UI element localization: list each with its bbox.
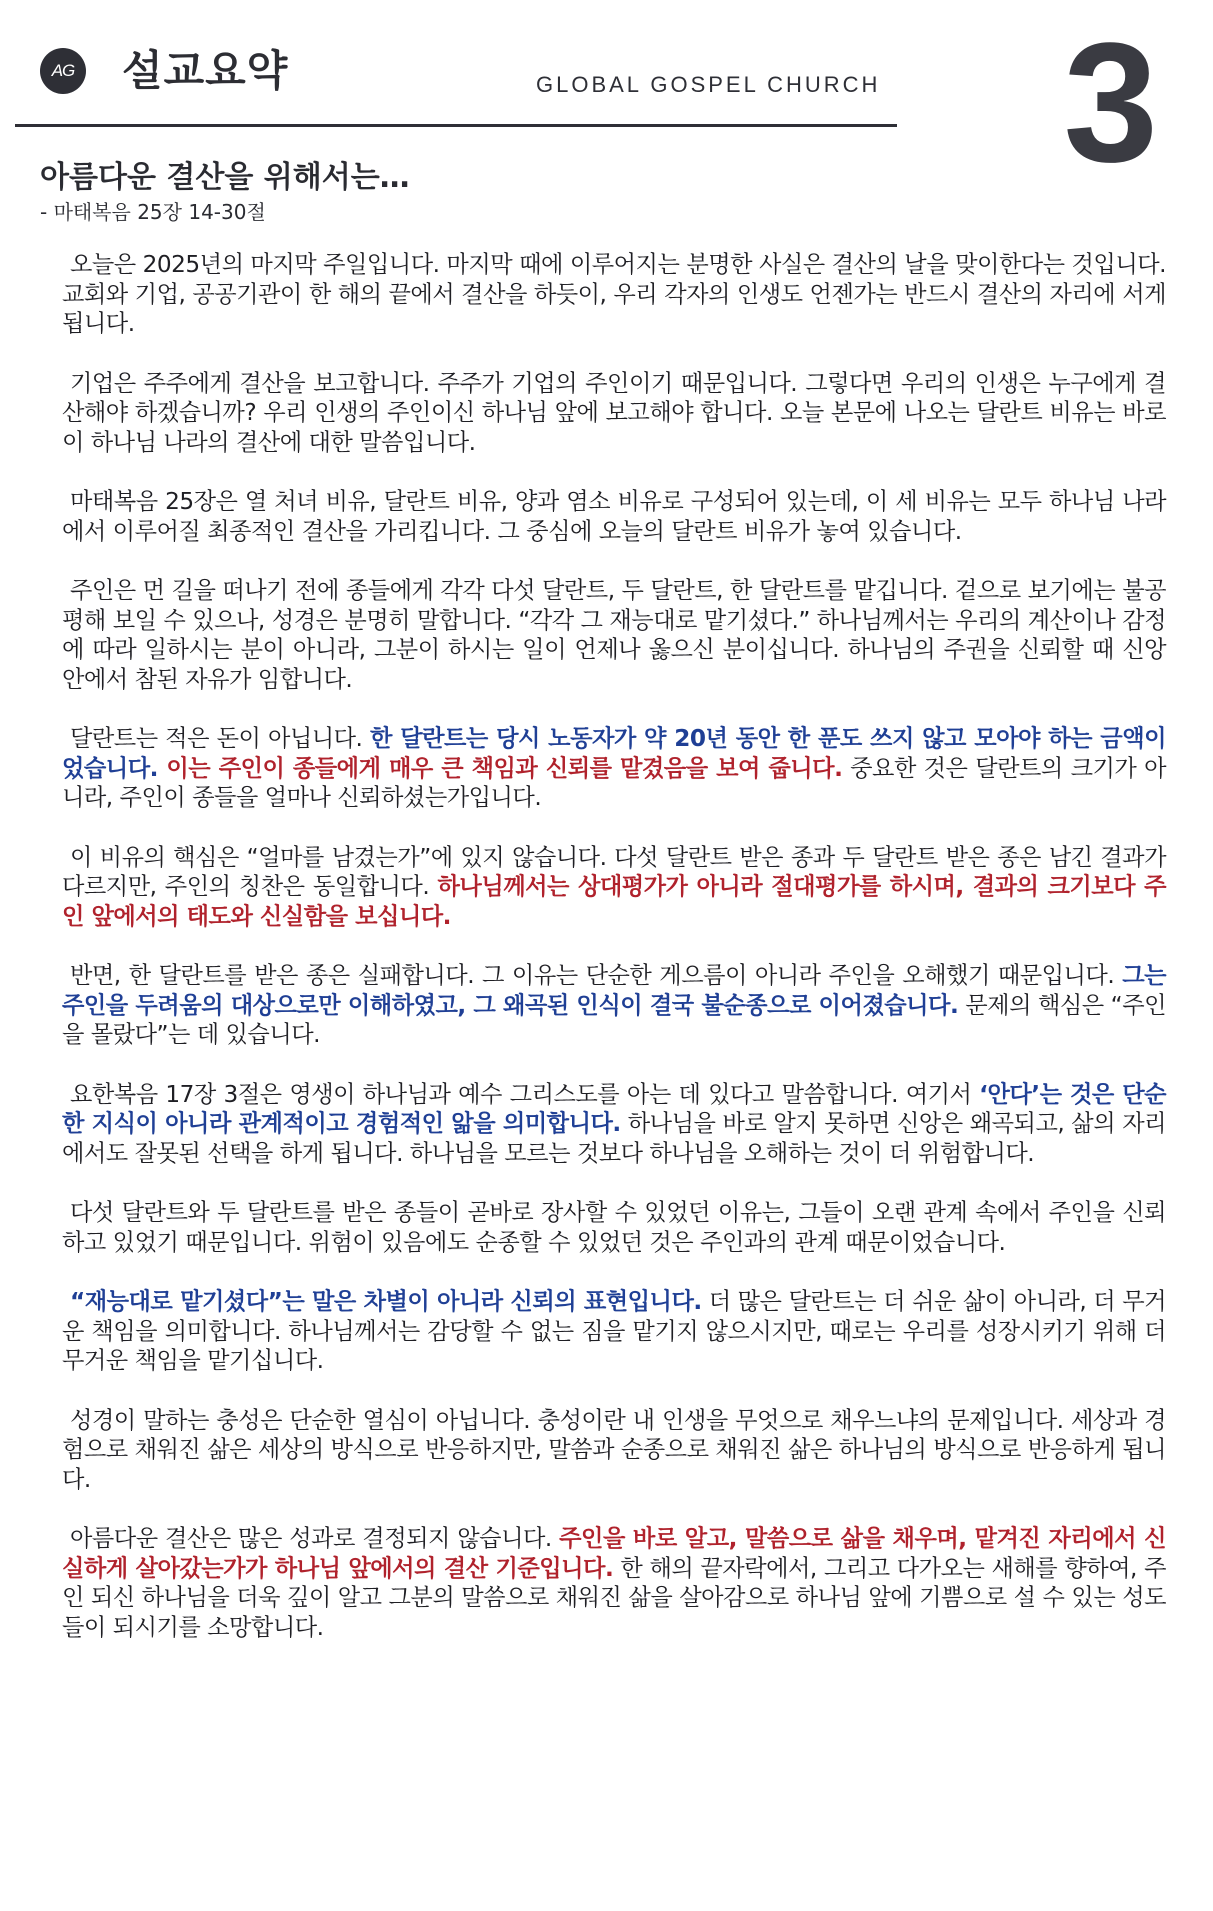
highlighted-text: 하나님께서는 상대평가가 아니라 절대평가를 하시며, 결과의 크기보다 주인 앞에서의 태도와 신실함을 보십니다.: [62, 873, 1166, 930]
sermon-paragraph: [62, 724, 1166, 813]
paragraph-text: 중요한 것은 달란트의 크기가 아니라, 주인이 종들을 얼마나 신뢰하셨는가입니다.: [62, 754, 1166, 811]
paragraph-text: 요한복음 17장 3절은 영생이 하나님과 예수 그리스도를 아는 데 있다고 말씀합니다. 여기서: [70, 1080, 980, 1108]
highlighted-text: 한 달란트는 당시 노동자가 약 20년 동안 한 푼도 쓰지 않고 모아야 하는 금액이었습니다.: [62, 725, 1166, 782]
highlighted-text: “재능대로 맡기셨다”는 말은 차별이 아니라 신뢰의 표현입니다.: [70, 1288, 702, 1315]
paragraph-text: 기업은 주주에게 결산을 보고합니다. 주주가 기업의 주인이기 때문입니다. 그렇다면 우리의 인생은 누구에게 결산해야 하겠습니까? 우리 인생의 주인이신 하나님 앞에 보고해야 합니다. 오늘 본문에 나오는 달란트 비유는 바로 이 하나님 나라의 결산에 대한 말씀입니다.: [62, 369, 1166, 456]
paragraph-text: 한 해의 끝자락에서, 그리고 다가오는 새해를 향하여, 주인 되신 하나님을 더욱 깊이 알고 그분의 말씀으로 채워진 삶을 살아감으로 하나님 앞에 기쁨으로 설 수 있는 성도들이 되시기를 소망합니다.: [62, 1554, 1166, 1641]
highlighted-text: 그는 주인을 두려움의 대상으로만 이해하였고, 그 왜곡된 인식이 결국 불순종으로 이어졌습니다.: [62, 962, 1166, 1019]
paragraph-text: 아름다운 결산은 많은 성과로 결정되지 않습니다.: [70, 1525, 560, 1552]
sermon-paragraph: [62, 487, 1166, 546]
paragraph-text: 다섯 달란트와 두 달란트를 받은 종들이 곧바로 장사할 수 있었던 이유는, 그들이 오랜 관계 속에서 주인을 신뢰하고 있었기 때문입니다. 위험이 있음에도 순종할 수 있었던 것은 주인과의 관계 때문이었습니다.: [62, 1199, 1166, 1256]
paragraph-text: 마태복음 25장은 열 처녀 비유, 달란트 비유, 양과 염소 비유로 구성되어 있는데, 이 세 비유는 모두 하나님 나라에서 이루어질 최종적인 결산을 가리킵니다. 그 중심에 오늘의 달란트 비유가 놓여 있습니다.: [62, 488, 1166, 545]
church-name: GLOBAL GOSPEL CHURCH: [536, 72, 881, 97]
paragraph-text: 오늘은 2025년의 마지막 주일입니다. 마지막 때에 이루어지는 분명한 사실은 결산의 날을 맞이한다는 것입니다. 교회와 기업, 공공기관이 한 해의 끝에서 결산을 하듯이, 우리 각자의 인생도 언젠가는 반드시 결산의 자리에 서게 됩니다.: [62, 251, 1166, 337]
sermon-paragraph: [62, 250, 1166, 339]
sermon-paragraph: [62, 1524, 1166, 1642]
issue-number: 3: [1063, 8, 1158, 198]
sermon-paragraph: [62, 369, 1166, 458]
sermon-paragraph: [62, 843, 1166, 932]
header-divider: [15, 124, 897, 127]
paragraph-text: 달란트는 적은 돈이 아닙니다.: [70, 725, 371, 752]
sermon-body: [62, 250, 1166, 1672]
paragraph-text: 주인은 먼 길을 떠나기 전에 종들에게 각각 다섯 달란트, 두 달란트, 한 달란트를 맡깁니다. 겉으로 보기에는 불공평해 보일 수 있으나, 성경은 분명히 말합니다. “각각 그 재능대로 맡기셨다.” 하나님께서는 우리의 계산이나 감정에 따라 일하시는 분이 아니라, 그분이 하시는 일이 언제나 옳으신 분이십니다. 하나님의 주권을 신뢰할 때 신앙 안에서 참된 자유가 임합니다.: [62, 577, 1166, 693]
scripture-reference: - 마태복음 25장 14-30절: [40, 200, 266, 224]
church-logo: [40, 48, 86, 94]
paragraph-text: 더 많은 달란트는 더 쉬운 삶이 아니라, 더 무거운 책임을 의미합니다. 하나님께서는 감당할 수 없는 짐을 맡기지 않으시지만, 때로는 우리를 성장시키기 위해 더 무거운 책임을 맡기십니다.: [62, 1288, 1167, 1374]
sermon-paragraph: [62, 1287, 1166, 1376]
sermon-title: 아름다운 결산을 위해서는…: [40, 160, 410, 195]
paragraph-text: 문제의 핵심은 “주인을 몰랐다”는 데 있습니다.: [62, 991, 1166, 1048]
paragraph-text: 하나님을 바로 알지 못하면 신앙은 왜곡되고, 삶의 자리에서도 잘못된 선택을 하게 됩니다. 하나님을 모르는 것보다 하나님을 오해하는 것이 더 위험합니다.: [62, 1110, 1166, 1167]
highlighted-text: ‘안다’는 것은 단순한 지식이 아니라 관계적이고 경험적인 앎을 의미합니다.: [62, 1080, 1166, 1137]
logo-text: AG: [51, 61, 75, 80]
sermon-paragraph: [62, 961, 1166, 1050]
sermon-paragraph: [62, 1080, 1166, 1169]
highlighted-text: 이는 주인이 종들에게 매우 큰 책임과 신뢰를 맡겼음을 보여 줍니다.: [166, 754, 843, 782]
highlighted-text: 주인을 바로 알고, 말씀으로 삶을 채우며, 맡겨진 자리에서 신실하게 살아갔는가가 하나님 앞에서의 결산 기준입니다.: [62, 1525, 1166, 1582]
paragraph-text: 반면, 한 달란트를 받은 종은 실패합니다. 그 이유는 단순한 게으름이 아니라 주인을 오해했기 때문입니다.: [70, 962, 1123, 989]
page-heading: 설교요약: [122, 46, 289, 95]
sermon-paragraph: [62, 1198, 1166, 1257]
paragraph-text: 성경이 말하는 충성은 단순한 열심이 아닙니다. 충성이란 내 인생을 무엇으로 채우느냐의 문제입니다. 세상과 경험으로 채워진 삶은 세상의 방식으로 반응하지만, 말씀과 순종으로 채워진 삶은 하나님의 방식으로 반응하게 됩니다.: [62, 1406, 1166, 1493]
sermon-paragraph: [62, 1406, 1166, 1495]
sermon-paragraph: [62, 576, 1166, 694]
paragraph-text: 이 비유의 핵심은 “얼마를 남겼는가”에 있지 않습니다. 다섯 달란트 받은 종과 두 달란트 받은 종은 남긴 결과가 다르지만, 주인의 칭찬은 동일합니다.: [62, 843, 1166, 900]
